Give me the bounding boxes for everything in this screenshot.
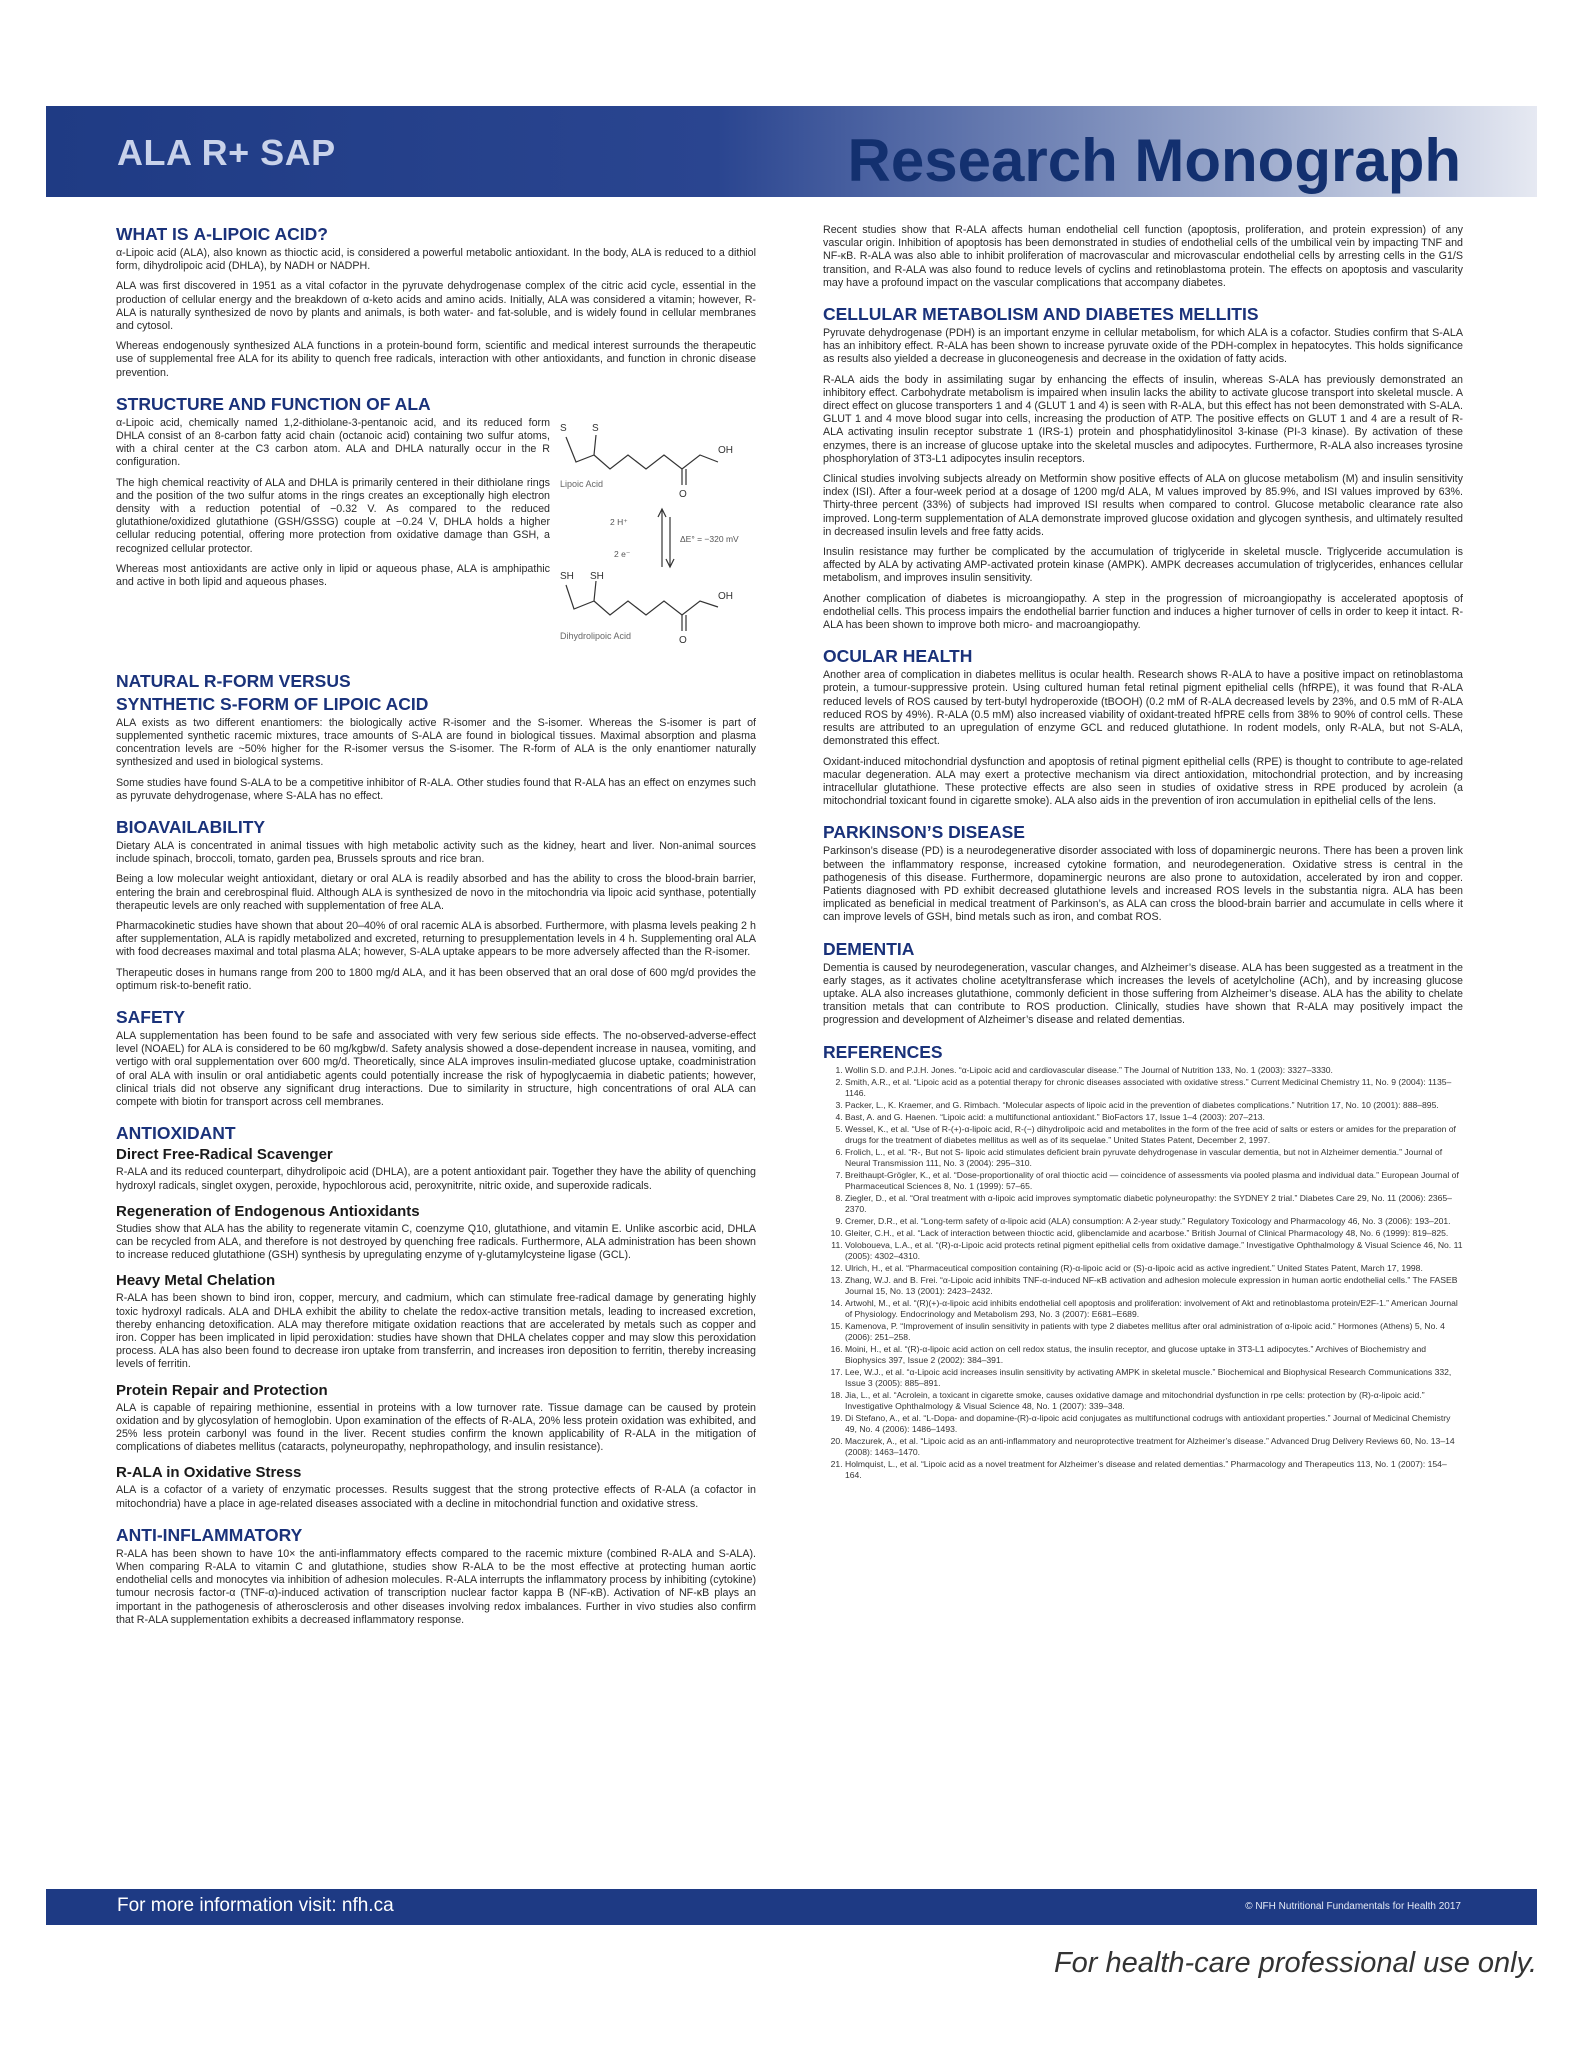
- section-what-is-ala: [116, 224, 756, 380]
- section-heading: NATURAL R-FORM VERSUS: [116, 670, 351, 691]
- paragraph: Whereas endogenously synthesized ALA functions in a protein-bound form, scientific and medical interest surrounds the therapeutic use of supplemental free ALA for its ability to quench free radicals, interaction with other antioxidants, and function in chronic disease prevention.: [116, 340, 756, 379]
- paragraph: ALA was first discovered in 1951 as a vital cofactor in the pyruvate dehydrogenase complex of the citric acid cycle, essential in the production of cellular energy and the breakdown of α-keto acids and amino acids. Initially, ALA was considered a vitamin; however, R-ALA is naturally synthesized de novo by plants and animals, is both water- and fat-soluble, and is widely found in cellular membranes and cytosol.: [116, 280, 756, 333]
- reference-item: 4. Bast, A. and G. Haenen. “Lipoic acid: a multifunctional antioxidant.” BioFactors 17, Issue 1–4 (2003): 207–213.: [845, 1112, 1463, 1123]
- paragraph: Being a low molecular weight antioxidant, dietary or oral ALA is readily absorbed and has the ability to cross the blood-brain barrier, entering the brain and cerebrospinal fluid. Although ALA is synthesized de novo in the mitochondria via lipoic acid synthase, potentially therapeutic levels are only reached with supplementation of free ALA.: [116, 873, 756, 912]
- paragraph: Insulin resistance may further be complicated by the accumulation of triglyceride in skeletal muscle. Triglyceride accumulation is affected by ALA by activating AMP-activated protein kinase (AMPK). AMPK decreases accumulation of triglycerides, enhances cellular metabolism, and improves insulin sensitivity.: [823, 546, 1463, 585]
- paragraph: ALA exists as two different enantiomers: the biologically active R-isomer and the S-isomer. Whereas the S-isomer is part of supplemented synthetic racemic mixtures, trace amounts of S-ALA are found in biological tissues. Maximal absorption and plasma concentration levels are ~50% higher for the R-isomer versus the S-isomer. The R-form of ALA is the only enantiomer naturally synthesized and used in biological systems.: [116, 716, 756, 769]
- reference-item: 2. Smith, A.R., et al. “Lipoic acid as a potential therapy for chronic diseases associated with oxidative stress.” Current Medicinal Chemistry 11, No. 9 (2004): 1135–1146.: [845, 1077, 1463, 1099]
- section-bioavailability: [116, 817, 756, 993]
- subsection-heading: Direct Free-Radical Scavenger: [116, 1146, 333, 1164]
- section-heading: REFERENCES: [823, 1041, 943, 1062]
- reference-item: 10. Gleiter, C.H., et al. “Lack of interaction between thioctic acid, glibenclamide and acarbose.” British Journal of Clinical Pharmacology 48, No. 6 (1999): 819–825.: [845, 1228, 1463, 1239]
- section-heading: ANTIOXIDANT: [116, 1123, 236, 1144]
- section-heading: ANTI-INFLAMMATORY: [116, 1524, 303, 1545]
- reference-item: 1. Wollin S.D. and P.J.H. Jones. “α-Lipoic acid and cardiovascular disease.” The Journal of Nutrition 133, No. 1 (2003): 3327–3330.: [845, 1065, 1463, 1076]
- sulfur-label: S: [560, 422, 567, 434]
- section-dementia: [823, 939, 1463, 1028]
- paragraph: Therapeutic doses in humans range from 200 to 1800 mg/d ALA, and it has been observed that an oral dose of 600 mg/d provides the optimum risk-to-benefit ratio.: [116, 966, 756, 992]
- subsection-heading: Regeneration of Endogenous Antioxidants: [116, 1202, 420, 1220]
- reference-item: 6. Frolich, L., et al. “R-, But not S- lipoic acid stimulates deficient brain pyruvate dehydrogenase in vascular dementia, but not in Alzheimer dementia.” Journal of Neural Transmission 111, No. 3 (2004): 295–310.: [845, 1147, 1463, 1169]
- subsection-heading: Heavy Metal Chelation: [116, 1272, 276, 1290]
- paragraph: α-Lipoic acid, chemically named 1,2-dithiolane-3-pentanoic acid, and its reduced form DHLA consist of an 8-carbon fatty acid chain (octanoic acid) containing two sulfur atoms, with a chiral center at the C3 carbon atom. ALA and DHLA naturally occur in the R configuration.: [116, 416, 550, 469]
- paragraph: R-ALA has been shown to bind iron, copper, mercury, and cadmium, which can stimulate free-radical damage by generating highly toxic hydroxyl radicals. ALA and DHLA exhibit the ability to chelate the redox-active transition metals, leading to increased excretion, thereby enhancing detoxification. ALA may therefore mitigate oxidation reactions that are accelerated by metals such as copper and iron. Copper has been implicated in lipid peroxidation: studies have shown that DHLA chelates copper and may slow this peroxidation process. ALA has also been found to decrease iron uptake from transferrin, and increases iron deposition to ferritin, thereby increasing levels of ferritin.: [116, 1292, 756, 1371]
- paragraph: α-Lipoic acid (ALA), also known as thioctic acid, is considered a powerful metabolic antioxidant. In the body, ALA is reduced to a dithiol form, dihydrolipoic acid (DHLA), by NADH or NADPH.: [116, 247, 756, 273]
- section-heading: OCULAR HEALTH: [823, 646, 973, 667]
- paragraph: Oxidant-induced mitochondrial dysfunction and apoptosis of retinal pigment epithelial cells (RPE) is thought to contribute to age-related macular degeneration. ALA may exert a protective mechanism via direct antioxidation, mitochondrial protection, and by increasing intracellular glutathione. These protective effects are also seen in studies of oxidative stress in RPE produced by acrolein (a mitochondrial toxicant found in cigarette smoke). ALA also aids in the prevention of iron accumulation in epithelial cells of the lens.: [823, 755, 1463, 808]
- section-heading: CELLULAR METABOLISM AND DIABETES MELLITIS: [823, 304, 1259, 325]
- section-endothelial-intro: [823, 224, 1463, 290]
- section-anti-inflammatory: [116, 1525, 756, 1627]
- paragraph: Another complication of diabetes is microangiopathy. A step in the progression of microangiopathy is accelerated apoptosis of endothelial cells. This process impairs the endothelial barrier function and induces a higher turnover of cells in order to keep it intact. R-ALA has been shown to improve both micro- and macroangiopathy.: [823, 592, 1463, 632]
- paragraph: Another area of complication in diabetes mellitus is ocular health. Research shows R-ALA to have a positive impact on retinoblastoma protein, a tumour-suppressive protein. Using cultured human fetal retinal pigment epithelial cells (hfRPE), it was found that R-ALA reduced levels of ROS caused by tert-butyl hydroperoxide (tBOOH) (0.2 mM of R-ALA decreased levels by 23%, and 0.5 mM of R-ALA reduced ROS by 49%). R-ALA (0.5 mM) also increased viability of oxidant-treated hfPRE cells from 38% to 90% of control cells. These results are attributed to an upregulation of enzyme GCL and reduced glutathione. In rodent models, only R-ALA, but not S-ALA, demonstrated this effect.: [823, 669, 1463, 748]
- reference-item: 7. Breithaupt-Grögler, K., et al. “Dose-proportionality of oral thioctic acid — coincidence of assessments via pooled plasma and individual data.” European Journal of Pharmaceutical Sciences 8, No. 1 (1999): 57–65.: [845, 1170, 1463, 1192]
- paragraph: R-ALA has been shown to have 10× the anti-inflammatory effects compared to the racemic mixture (combined R-ALA and S-ALA). When comparing R-ALA to vitamin C and glutathione, studies show R-ALA to be the most effective at protecting human aortic endothelial cells and monocytes via inhibition of adhesion molecules. R-ALA interrupts the inflammatory process by inhibiting (cytokine) tumour necrosis factor-α (TNF-α)-induced activation of transcription nuclear factor kappa B (NF-κB). Activation of NF-κB plays an important in the pathogenesis of atherosclerosis and other diseases involving redox imbalances. Further in vivo studies also confirm that R-ALA supplementation exhibits a decreased inflammatory response.: [116, 1547, 756, 1626]
- paragraph: Dementia is caused by neurodegeneration, vascular changes, and Alzheimer’s disease. ALA has been suggested as a treatment in the early stages, as it activates choline acetyltransferase which increases the levels of acetylcholine (ACh), and by increasing glucose uptake. ALA also increases glutathione, commonly deficient in those suffering from Alzheimer’s disease. ALA has the ability to chelate transition metals that can contribute to ROS production. Clinically, studies have shown that R-ALA may positively impact the progression and development of Alzheimer’s disease and related dementias.: [823, 961, 1463, 1027]
- reference-item: 3. Packer, L., K. Kraemer, and G. Rimbach. “Molecular aspects of lipoic acid in the prevention of diabetes complications.” Nutrition 17, No. 10 (2001): 888–895.: [845, 1100, 1463, 1111]
- section-safety: [116, 1007, 756, 1109]
- reference-item: 20. Maczurek, A., et al. “Lipoic acid as an anti-inflammatory and neuroprotective treatment for Alzheimer’s disease.” Advanced Drug Delivery Reviews 60, No. 13–14 (2008): 1463–1470.: [845, 1436, 1463, 1458]
- paragraph: Whereas most antioxidants are active only in lipid or aqueous phase, ALA is amphipathic and active in both lipid and aqueous phases.: [116, 562, 550, 589]
- section-heading: PARKINSON’S DISEASE: [823, 822, 1025, 843]
- reference-item: 14. Artwohl, M., et al. “(R)(+)-α-lipoic acid inhibits endothelial cell apoptosis and proliferation: involvement of Akt and retinoblastoma protein/E2F-1.” American Journal of Physiology. Endocrinology and Metabolism 293, No. 3 (2007): E681–E689.: [845, 1298, 1463, 1320]
- section-structure: [116, 394, 756, 657]
- subsection-heading: R-ALA in Oxidative Stress: [116, 1464, 302, 1482]
- paragraph: The high chemical reactivity of ALA and DHLA is primarily centered in their dithiolane rings and the position of the two sulfur atoms in the rings creates an exceptionally high electron density with a reduction potential of −0.32 V. As compared to the reduced glutathione/oxidized glutathione (GSH/GSSG) couple at −0.24 V, DHLA holds a higher cellular reducing potential, offering more protection from oxidative damage than GSH, a recognized cellular protector.: [116, 476, 550, 555]
- paragraph: R-ALA aids the body in assimilating sugar by enhancing the effects of insulin, whereas S-ALA has previously demonstrated an inhibitory effect. Carbohydrate metabolism is impaired when insulin lacks the ability to activate glucose transport into skeletal muscle. A direct effect on glucose transporters 1 and 4 (GLUT 1 and 4) is seen with R-ALA, but this effect has not been demonstrated with S-ALA. GLUT 1 and 4 move blood sugar into cells, increasing the production of ATP. The positive effects on GLUT 1 and 4 are a result of R-ALA activating insulin receptor substrate 1 (IRS-1) protein and phosphatidylinositol 3-kinase (PI-3 kinase). By activation of these enzymes, there is an increase of glucose uptake into the skeletal muscles and adipocytes. Furthermore, R-ALA also increases tyrosine phosphorylation of 3T3-L1 adipocytes insulin receptors.: [823, 373, 1463, 465]
- reference-item: 17. Lee, W.J., et al. “α-Lipoic acid increases insulin sensitivity by activating AMPK in skeletal muscle.” Biochemical and Biophysical Research Communications 332, Issue 3 (2005): 885–891.: [845, 1367, 1463, 1389]
- reference-item: 18. Jia, L., et al. “Acrolein, a toxicant in cigarette smoke, causes oxidative damage and mitochondrial dysfunction in rpe cells: protection by (R)-α-lipoic acid.” Investigative Ophthalmology & Visual Science 48, No. 1 (2007): 339–348.: [845, 1390, 1463, 1412]
- footer-bar: [46, 1889, 1537, 1925]
- paragraph: Parkinson’s disease (PD) is a neurodegenerative disorder associated with loss of dopaminergic neurons. There has been a proven link between the inflammatory response, increased cytokine formation, and neurodegeneration. Oxidative stress is central in the pathogenesis of this disease. Furthermore, dopaminergic neurons are also prone to autoxidation, accelerated by iron and copper. Patients diagnosed with PD exhibit decreased glutathione levels and increased ROS levels in the substantia nigra. ALA has been implicated as beneficial in medical treatment of Parkinson’s, as ALA can cross the blood-brain barrier and accumulate in cells where it can improve levels of GSH, bind metals such as iron, and combat ROS.: [823, 845, 1463, 924]
- reference-item: 16. Moini, H., et al. “(R)-α-lipoic acid action on cell redox status, the insulin receptor, and glucose uptake in 3T3-L1 adipocytes.” Archives of Biochemistry and Biophysics 397, Issue 2 (2002): 384–391.: [845, 1344, 1463, 1366]
- section-heading: WHAT IS Α-LIPOIC ACID?: [116, 224, 328, 244]
- section-references: [823, 1042, 1463, 1481]
- header-banner: [46, 106, 1537, 197]
- paragraph: Pyruvate dehydrogenase (PDH) is an important enzyme in cellular metabolism, for which ALA is a cofactor. Studies confirm that S-ALA has an inhibitory effect. R-ALA has been shown to increase pyruvate oxide of the PDH-complex in hepatocytes. This holds significance as results also yielded a decrease in gluconeogenesis and decrease in the oxidation of fatty acids.: [823, 327, 1463, 366]
- reference-item: 11. Voloboueva, L.A., et al. “(R)-α-Lipoic acid protects retinal pigment epithelial cells from oxidative damage.” Investigative Ophthalmology & Visual Science 46, No. 11 (2005): 4302–4310.: [845, 1240, 1463, 1262]
- reference-item: 21. Holmquist, L., et al. “Lipoic acid as a novel treatment for Alzheimer’s disease and related dementias.” Pharmacology and Therapeutics 113, No. 1 (2007): 154–164.: [845, 1459, 1463, 1481]
- page-title: Research Monograph: [847, 127, 1461, 194]
- section-heading: BIOAVAILABILITY: [116, 817, 266, 838]
- hydroxyl-label: OH: [718, 444, 733, 456]
- lipoic-acid-label: Lipoic Acid: [560, 478, 604, 489]
- reference-item: 13. Zhang, W.J. and B. Frei. “α-Lipoic acid inhibits TNF-α-induced NF-κB activation and adhesion molecule expression in human aortic endothelial cells.” The FASEB Journal 15, No. 13 (2001): 2423–2432.: [845, 1275, 1463, 1297]
- copyright: © NFH Nutritional Fundamentals for Health 2017: [1245, 1901, 1461, 1912]
- section-heading: SYNTHETIC S-FORM OF LIPOIC ACID: [116, 693, 429, 714]
- paragraph: Pharmacokinetic studies have shown that about 20–40% of oral racemic ALA is absorbed. Furthermore, with plasma levels peaking 2 h after supplementation, ALA is rapidly metabolized and excreted, returning to presupplementation levels in 4 h. Supplementing oral ALA with food decreases maximal and total plasma ALA; however, S-ALA uptake appears to be more adversely affected than the R-isomer.: [116, 920, 756, 959]
- lipoic-acid-structure-diagram: [558, 417, 754, 657]
- paragraph: ALA is capable of repairing methionine, essential in proteins with a low turnover rate. Tissue damage can be caused by protein oxidation and by glycosylation of hemoglobin. Upon examination of the effects of R-ALA, 20% less protein oxidation was exhibited, and 25% less protein carbonyl was found in the liver. Recent studies confirm the known applicability of R-ALA in the mitigation of complications of diabetes mellitus (cataracts, polyneuropathy, nephropathology, and insulin resistance).: [116, 1401, 756, 1454]
- paragraph: R-ALA and its reduced counterpart, dihydrolipoic acid (DHLA), are a potent antioxidant pair. Together they have the ability of quenching hydroxyl radicals, singlet oxygen, peroxide, hypochlorous acid, peroxynitrite, nitric oxide, and superoxide radicals.: [116, 1166, 756, 1192]
- section-heading: DEMENTIA: [823, 938, 915, 959]
- reference-list: [823, 1065, 1463, 1481]
- reference-item: 8. Ziegler, D., et al. “Oral treatment with α-lipoic acid improves symptomatic diabetic polyneuropathy: the SYDNEY 2 trial.” Diabetes Care 29, No. 11 (2006): 2365–2370.: [845, 1193, 1463, 1215]
- reference-item: 5. Wessel, K., et al. “Use of R-(+)-α-lipoic acid, R-(−) dihydrolipoic acid and metabolites in the form of the free acid of salts or esters or amides for the preparation of drugs for the treatment of diabetes mellitus as well as of its sequelae.” United States Patent, December 2, 1997.: [845, 1124, 1463, 1146]
- dihydrolipoic-acid-label: Dihydrolipoic Acid: [560, 630, 632, 641]
- reference-item: 19. Di Stefano, A., et al. “L-Dopa- and dopamine-(R)-α-lipoic acid conjugates as multifunctional codrugs with antioxidant properties.” Journal of Medicinal Chemistry 49, No. 4 (2006): 1486–1493.: [845, 1413, 1463, 1435]
- reference-item: 9. Cremer, D.R., et al. “Long-term safety of α-lipoic acid (ALA) consumption: A 2-year study.” Regulatory Toxicology and Pharmacology 46, No. 3 (2006): 193–201.: [845, 1216, 1463, 1227]
- section-heading: STRUCTURE AND FUNCTION OF ALA: [116, 393, 431, 414]
- reduction-potential-label: ΔE° = −320 mV: [680, 533, 739, 544]
- reference-item: 15. Kamenova, P. “Improvement of insulin sensitivity in patients with type 2 diabetes mellitus after oral administration of α-lipoic acid.” Hormones (Athens) 5, No. 4 (2006): 251–258.: [845, 1321, 1463, 1343]
- section-cellular-metabolism: [823, 304, 1463, 632]
- section-natural-vs-synthetic: [116, 671, 756, 803]
- professional-use-notice: For health-care professional use only.: [1053, 1947, 1537, 1979]
- paragraph: ALA is a cofactor of a variety of enzymatic processes. Results suggest that the strong protective effects of R-ALA (a cofactor in mitochondria) have a place in age-related diseases associated with a decline in mitochondrial function and oxidative stress.: [116, 1484, 756, 1510]
- thiol-label: SH: [560, 570, 574, 582]
- section-ocular-health: [823, 646, 1463, 808]
- oxygen-label: O: [679, 488, 687, 500]
- paragraph: Some studies have found S-ALA to be a competitive inhibitor of R-ALA. Other studies found that R-ALA has an effect on enzymes such as pyruvate dehydrogenase, where S-ALA has no effect.: [116, 776, 756, 802]
- thiol-label: SH: [590, 570, 604, 582]
- website-link[interactable]: For more information visit: nfh.ca: [117, 1895, 394, 1916]
- protons-label: 2 H⁺: [610, 516, 628, 527]
- reference-item: 12. Ulrich, H., et al. “Pharmaceutical composition containing (R)-α-lipoic acid or (S)-α-lipoic acid as active ingredient.” United States Patent, March 17, 1998.: [845, 1263, 1463, 1274]
- electrons-label: 2 e⁻: [614, 548, 631, 559]
- section-antioxidant: [116, 1123, 756, 1510]
- paragraph: Clinical studies involving subjects already on Metformin show positive effects of ALA on glucose metabolism (M) and insulin sensitivity index (ISI). After a four-week period at a dosage of 1200 mg/d ALA, M values improved by 85.9%, and ISI values improved by 63%. Thirty-three percent (33%) of subjects had improved ISI results when compared to control. Glucose metabolic clearance rate also improved. Long-term supplementation of ALA demonstrate improved glucose oxidation and glycogen synthesis, and ultimately resulted in decreased insulin levels and free fatty acids.: [823, 473, 1463, 538]
- left-column: [116, 224, 756, 1641]
- product-name: ALA R+ SAP: [117, 132, 336, 173]
- paragraph: Recent studies show that R-ALA affects human endothelial cell function (apoptosis, proliferation, and protein expression) of any vascular origin. Inhibition of apoptosis has been demonstrated in studies of endothelial cells of the umbilical vein by impacting TNF and NF-κB. R-ALA was also able to inhibit proliferation of macrovascular and microvascular endothelial cells by arresting cells in the G1/S transition, and R-ALA was also found to reduce levels of cyclins and retinoblastoma protein. The effects on apoptosis and vascularity may have a profound impact on the vascular complications that accompany diabetes.: [823, 224, 1463, 289]
- sulfur-label: S: [592, 422, 599, 434]
- paragraph: Studies show that ALA has the ability to regenerate vitamin C, coenzyme Q10, glutathione, and vitamin E. Unlike ascorbic acid, DHLA can be recycled from ALA, and therefore is not destroyed by quenching free radicals. Furthermore, ALA administration has been shown to increase reduced glutathione (GSH) synthesis by upregulating enzyme of γ-glutamylcysteine ligase (GCL).: [116, 1222, 756, 1262]
- hydroxyl-label: OH: [718, 590, 733, 602]
- paragraph: Dietary ALA is concentrated in animal tissues with high metabolic activity such as the kidney, heart and liver. Non-animal sources include spinach, broccoli, tomato, garden pea, Brussels sprouts and rice bran.: [116, 840, 756, 866]
- paragraph: ALA supplementation has been found to be safe and associated with very few serious side effects. The no-observed-adverse-effect level (NOAEL) for ALA is considered to be 60 mg/kgbw/d. Safety analysis showed a dose-dependent increase in nausea, vomiting, and vertigo with oral supplementation over 600 mg/d. Theoretically, since ALA improves insulin-mediated glucose uptake, coadministration of oral ALA with insulin or oral antidiabetic agents could potentially increase the risk of hypoglycaemia in diabetic patients; however, clinical trials did not observe any significant drug interactions. Due to similarity in structure, high concentrations of oral ALA can compete with biotin for transport across cell membranes.: [116, 1030, 756, 1109]
- subsection-heading: Protein Repair and Protection: [116, 1381, 328, 1399]
- section-parkinsons: [823, 822, 1463, 924]
- oxygen-label: O: [679, 634, 687, 646]
- right-column: [823, 224, 1463, 1495]
- section-heading: SAFETY: [116, 1007, 186, 1028]
